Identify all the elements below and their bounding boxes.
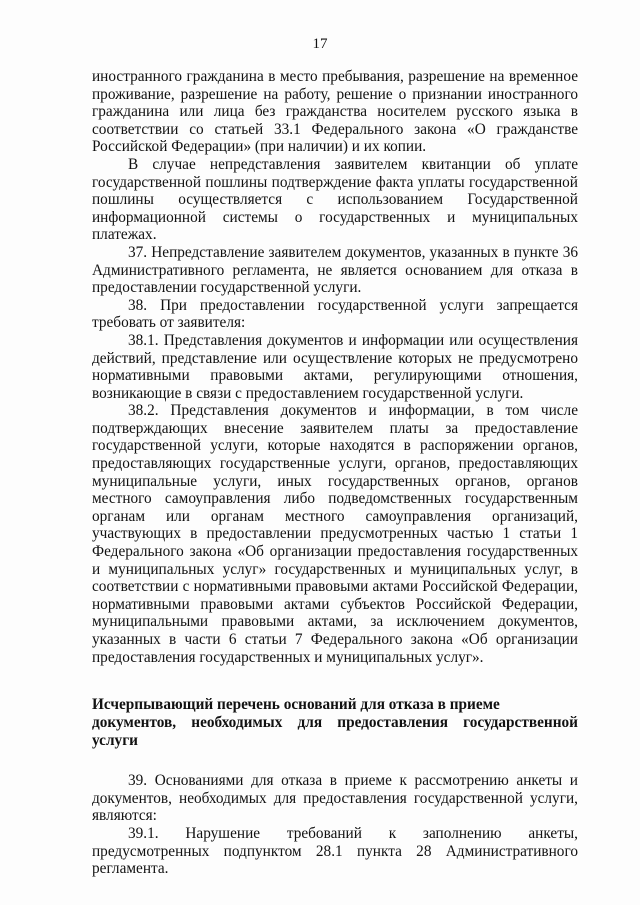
paragraph: иностранного гражданина в место пребывания, разрешение на временное проживание, разрешение на работу, решение о признании иностранного гражданина или лица без гражданства носителем русского языка в соответствии со статьей 33.1 Федерального закона «О гражданстве Российской Федерации» (при наличии) и их копии. [92, 68, 578, 156]
page-number: 17 [312, 36, 328, 52]
paragraph: 38.2. Представления документов и информации, в том числе подтверждающих внесение заявителем платы за предоставление государственной услуги, которые находятся в распоряжении органов, предоставляющих государственные услуги, органов, предоставляющих муниципальные услуги, иных государственных органов, органов местного самоуправления либо подведомственных государственным органам или органам местного самоуправления организаций, участвующих в предоставлении предусмотренных частью 1 статьи 1 Федерального закона «Об организации предоставления государственных и муниципальных услуг» государственных и муниципальных услуг, в соответствии с нормативными правовыми актами Российской Федерации, нормативными правовыми актами субъектов Российской Федерации, муниципальными правовыми актами, за исключением документов, указанных в части 6 статьи 7 Федерального закона «Об организации предоставления государственных и муниципальных услуг». [92, 402, 578, 666]
paragraph: В случае непредставления заявителем квитанции об уплате государственной пошлины подтверждение факта уплаты государственной пошлины осуществляется с использованием Государственной информационной системы о государственных и муниципальных платежах. [92, 155, 578, 244]
section-heading [92, 696, 578, 750]
paragraph: 38. При предоставлении государственной услуги запрещается требовать от заявителя: [92, 296, 578, 332]
section-heading-line: Исчерпывающий перечень оснований для отказа в приеме [92, 696, 500, 714]
section-heading-line: документов, необходимых для предоставления государственной услуги [92, 714, 578, 750]
paragraph: 37. Непредставление заявителем документов, указанных в пункте 36 Административного регламента, не является основанием для отказа в предоставлении государственной услуги. [92, 243, 578, 297]
paragraph: 39. Основаниями для отказа в приеме к рассмотрению анкеты и документов, необходимых для предоставления государственной услуги, являются: [92, 772, 578, 825]
paragraph: 39.1. Нарушение требований к заполнению анкеты, предусмотренных подпунктом 28.1 пункта 28 Административного регламента. [92, 824, 578, 878]
document-body [92, 68, 578, 878]
paragraph: 38.1. Представления документов и информации или осуществления действий, представление или осуществление которых не предусмотрено нормативными правовыми актами, регулирующими отношения, возникающие в связи с предоставлением государственной услуги. [92, 331, 578, 402]
